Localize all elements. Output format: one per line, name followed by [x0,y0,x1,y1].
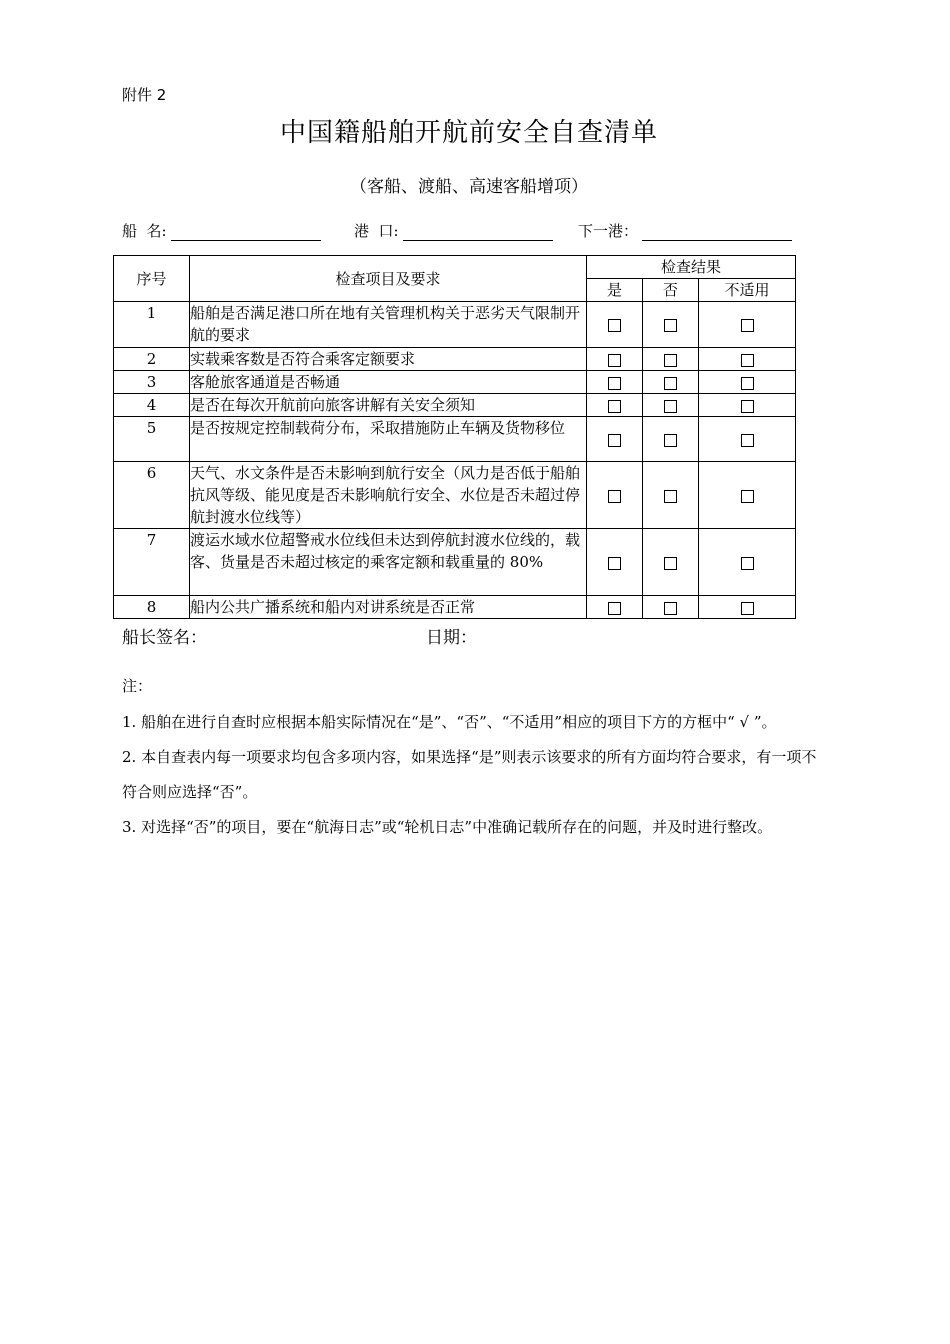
checkbox-yes[interactable] [608,377,621,390]
row-text: 是否在每次开航前向旅客讲解有关安全须知 [190,394,587,417]
row-text: 船内公共广播系统和船内对讲系统是否正常 [190,596,587,619]
header-yes: 是 [587,279,643,302]
row-number: 3 [114,371,190,394]
table-row [114,394,796,417]
note-item: 1. 船舶在进行自查时应根据本船实际情况在“是”、“否”、“不适用”相应的项目下方的方框中“ √ ”。 [122,713,777,731]
row-text: 实载乘客数是否符合乘客定额要求 [190,348,587,371]
row-number: 2 [114,348,190,371]
checkbox-no[interactable] [664,602,677,615]
note-item: 2. 本自查表内每一项要求均包含多项内容，如果选择“是”则表示该要求的所有方面均符合要求，有一项不符合则应选择“否”。 [122,748,817,801]
checkbox-no[interactable] [664,490,677,503]
page-subtitle: （客船、渡船、高速客船增项） [350,177,588,197]
notes-list [122,705,817,845]
date-label: 日期： [426,628,477,648]
row-number: 8 [114,596,190,619]
checkbox-na[interactable] [741,490,754,503]
row-text: 渡运水域水位超警戒水位线但未达到停航封渡水位线的，载客、货量是否未超过核定的乘客定额和载重量的 80% [190,529,587,596]
checkbox-yes[interactable] [608,434,621,447]
header-seq: 序号 [114,256,190,302]
page-title: 中国籍船舶开航前安全自查清单 [279,118,658,148]
checkbox-na[interactable] [741,602,754,615]
row-text: 是否按规定控制载荷分布，采取措施防止车辆及货物移位 [190,417,587,462]
checkbox-na[interactable] [741,354,754,367]
checkbox-na[interactable] [741,557,754,570]
checkbox-no[interactable] [664,377,677,390]
header-fields [122,220,802,244]
row-text: 天气、水文条件是否未影响到航行安全（风力是否低于船舶抗风等级、能见度是否未影响航行安全、水位是否未超过停航封渡水位线等） [190,462,587,529]
checkbox-na[interactable] [741,319,754,332]
ship-name-field [122,220,321,241]
port-field [354,220,553,241]
note-item: 3. 对选择“否”的项目，要在“航海日志”或“轮机日志”中准确记载所存在的问题，并及时进行整改。 [122,818,773,836]
checkbox-no[interactable] [664,557,677,570]
table-row [114,529,796,596]
row-number: 4 [114,394,190,417]
checkbox-no[interactable] [664,319,677,332]
table-row [114,596,796,619]
row-text: 客舱旅客通道是否畅通 [190,371,587,394]
checklist-table [113,255,796,619]
checkbox-na[interactable] [741,377,754,390]
checkbox-yes[interactable] [608,354,621,367]
table-row [114,462,796,529]
notes-heading: 注： [122,677,153,695]
ship-name-input[interactable] [171,222,321,241]
table-row [114,417,796,462]
table-row [114,371,796,394]
next-port-input[interactable] [642,222,792,241]
next-port-label: 下一港： [578,222,639,240]
checkbox-yes[interactable] [608,602,621,615]
row-number: 1 [114,302,190,348]
checkbox-na[interactable] [741,400,754,413]
row-number: 7 [114,529,190,596]
port-label: 港 口: [354,222,399,240]
checkbox-no[interactable] [664,354,677,367]
port-input[interactable] [403,222,553,241]
next-port-field [578,220,792,241]
checkbox-no[interactable] [664,400,677,413]
checkbox-no[interactable] [664,434,677,447]
checkbox-yes[interactable] [608,400,621,413]
header-item: 检查项目及要求 [190,256,587,302]
row-number: 5 [114,417,190,462]
checkbox-yes[interactable] [608,490,621,503]
row-text: 船舶是否满足港口所在地有关管理机构关于恶劣天气限制开航的要求 [190,302,587,348]
row-number: 6 [114,462,190,529]
checkbox-yes[interactable] [608,557,621,570]
checkbox-na[interactable] [741,434,754,447]
attachment-label: 附件 2 [122,86,167,104]
captain-signature-label: 船长签名： [122,628,207,648]
header-na: 不适用 [699,279,796,302]
header-result: 检查结果 [587,256,796,279]
ship-name-label: 船 名: [122,222,167,240]
checkbox-yes[interactable] [608,319,621,332]
table-row [114,348,796,371]
table-row [114,302,796,348]
header-no: 否 [643,279,699,302]
